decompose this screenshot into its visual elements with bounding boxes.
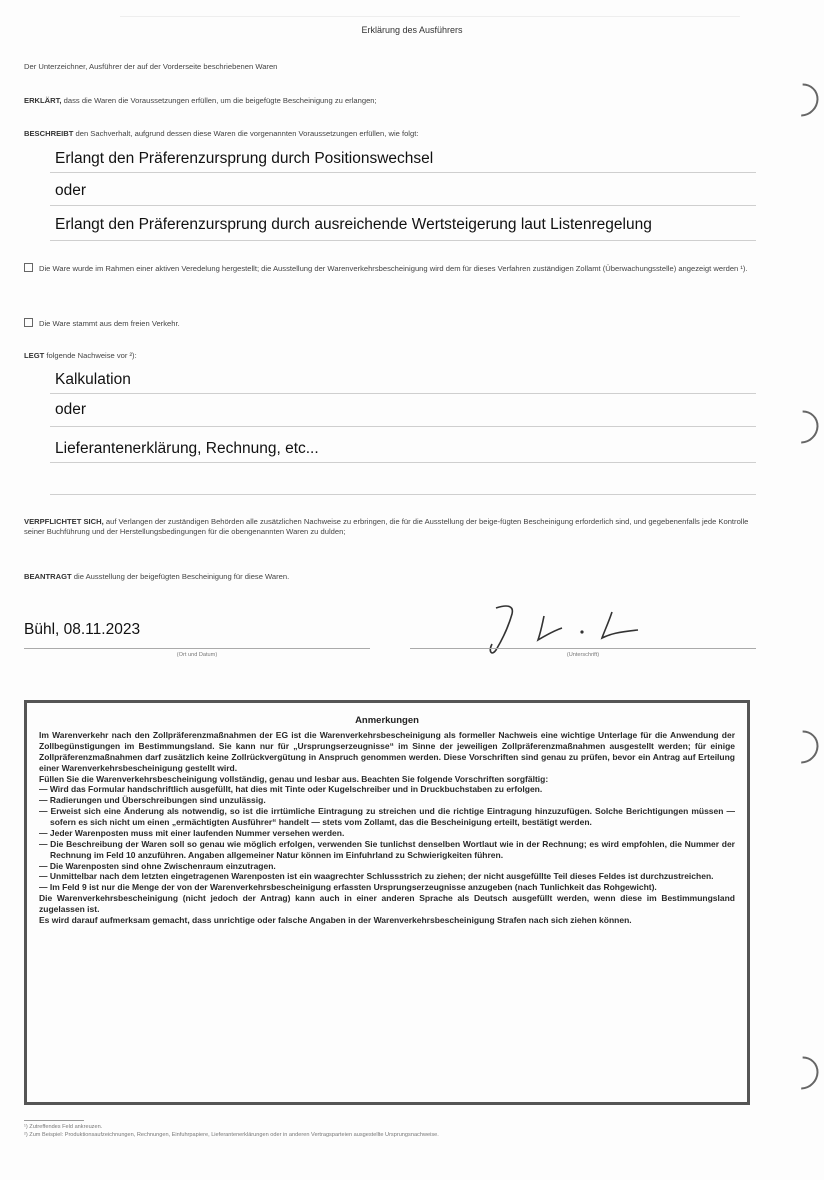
checkbox-box[interactable] bbox=[24, 263, 33, 272]
anmerkungen-paragraph-2: Füllen Sie die Warenverkehrsbescheinigung vollständig, genau und lesbar aus. Beachten Sie folgende Vorschriften sorgfältig: bbox=[39, 773, 549, 784]
beantragt-statement bbox=[24, 572, 289, 582]
unterschrift-line bbox=[410, 648, 756, 649]
binder-hole-mark bbox=[779, 724, 824, 771]
list-item: — Jeder Warenposten muss mit einer laufenden Nummer versehen werden. bbox=[39, 827, 345, 838]
legt-text: folgende Nachweise vor ²): bbox=[46, 351, 137, 360]
ort-datum-line bbox=[24, 648, 370, 649]
ort-datum-value: Bühl, 08.11.2023 bbox=[24, 621, 141, 638]
anmerkungen-list bbox=[39, 784, 735, 893]
legt-label: LEGT bbox=[24, 351, 45, 360]
list-item: — Wird das Formular handschriftlich ausgefüllt, hat dies mit Tinte oder Kugelschreiber und in Druckbuchstaben zu erfolgen. bbox=[39, 784, 543, 795]
list-item: — Radierungen und Überschreibungen sind unzulässig. bbox=[39, 795, 266, 806]
nachweis-line-2: oder bbox=[55, 401, 87, 418]
anmerkungen-paragraph-4: Es wird darauf aufmerksam gemacht, dass unrichtige oder falsche Angaben in der Warenverkehrsbescheinigung Strafen nach sich ziehen können. bbox=[39, 914, 632, 925]
anmerkungen-title: Anmerkungen bbox=[355, 715, 419, 726]
form-line bbox=[50, 426, 756, 427]
page-title: Erklärung des Ausführers bbox=[361, 25, 463, 35]
verpflichtet-statement bbox=[24, 517, 764, 537]
anmerkungen-paragraph-3: Die Warenverkehrsbescheinigung (nicht jedoch der Antrag) kann auch in einer anderen Sprache als Deutsch ausgefüllt werden, wenn diese im Bestimmungsland zugelassen ist. bbox=[39, 893, 735, 914]
checkbox-aktive-veredelung[interactable] bbox=[24, 263, 764, 274]
list-item: — Unmittelbar nach dem letzten eingetragenen Warenposten ist ein waagrechter Schlussstrich zu ziehen; der nicht ausgefüllte Teil dieses Feldes ist durchzustreichen. bbox=[39, 871, 714, 882]
sachverhalt-line-3: Erlangt den Präferenzursprung durch ausreichende Wertsteigerung laut Listenregelung bbox=[55, 216, 652, 233]
anmerkungen-paragraph-1: Im Warenverkehr nach den Zollpräferenzmaßnahmen der EG ist die Warenverkehrsbescheinigung als formeller Nachweis eine wichtige Unterlage für die Anwendung der Zollbegünstigungen im Bestimmungsland. Sie kann nur für „Ursprungserzeugnisse“ im Sinne der jeweiligen Zollpräferenzmaßnahmen ausgestellt werden; für einige Zollpräferenzmaßnahmen darf zusätzlich keine Zollrückvergütung in Anspruch genommen werden. Diese Vorschriften sind genau zu prüfen, bevor ein Antrag auf Erteilung einer Warenverkehrsbescheinigung gestellt wird. bbox=[39, 730, 735, 773]
checkbox-box[interactable] bbox=[24, 318, 33, 327]
erklaert-label: ERKLÄRT, bbox=[24, 96, 62, 105]
form-line bbox=[50, 393, 756, 394]
beschreibt-label: BESCHREIBT bbox=[24, 129, 74, 138]
footnote-2: ²) Zum Beispiel: Produktionsaufzeichnungen, Rechnungen, Einfuhrpapiere, Lieferantenerklärungen oder in anderen Vertragsparteien ausgestellte Ursprungsnachweise. bbox=[24, 1132, 439, 1138]
verpflichtet-label: VERPFLICHTET SICH, bbox=[24, 517, 104, 526]
checkbox-1-label: Die Ware wurde im Rahmen einer aktiven Veredelung hergestellt; die Ausstellung der Warenverkehrsbescheinigung wird dem für dieses Verfahren zuständigen Zollamt (Überwachungsstelle) angezeigt werden ¹). bbox=[39, 264, 748, 273]
footnote-divider bbox=[24, 1120, 84, 1121]
nachweis-line-1: Kalkulation bbox=[55, 371, 131, 388]
list-item: — Die Warenposten sind ohne Zwischenraum einzutragen. bbox=[39, 860, 276, 871]
intro-text: Der Unterzeichner, Ausführer der auf der Vorderseite beschriebenen Waren bbox=[24, 62, 278, 71]
form-line bbox=[50, 494, 756, 495]
binder-hole-mark bbox=[779, 1050, 824, 1097]
erklaert-statement bbox=[24, 96, 764, 106]
list-item: — Im Feld 9 ist nur die Menge der von der Warenverkehrsbescheinigung erfassten Ursprungserzeugnisse anzugeben (nach Tunlichkeit das Rohgewicht). bbox=[39, 882, 657, 893]
form-line bbox=[50, 240, 756, 241]
top-scan-edge bbox=[120, 0, 740, 17]
anmerkungen-box bbox=[24, 700, 750, 1105]
nachweis-line-3: Lieferantenerklärung, Rechnung, etc... bbox=[55, 440, 319, 457]
form-line bbox=[50, 205, 756, 206]
erklaert-text: dass die Waren die Voraussetzungen erfüllen, um die beigefügte Bescheinigung zu erlangen; bbox=[63, 96, 377, 105]
legt-statement bbox=[24, 351, 137, 361]
list-item: — Die Beschreibung der Waren soll so genau wie möglich erfolgen, verwenden Sie tunlichst denselben Wortlaut wie in der Rechnung; es wird empfohlen, die Nummer der Rechnung im Feld 10 anzuführen. Angaben allgemeiner Natur können im Einfuhrland zu Schwierigkeiten führen. bbox=[39, 838, 735, 860]
checkbox-2-label: Die Ware stammt aus dem freien Verkehr. bbox=[39, 319, 180, 328]
list-item: — Erweist sich eine Änderung als notwendig, so ist die irrtümliche Eintragung zu streichen und die richtige Eintragung hinzuzufügen. Solche Berichtigungen müssen — sofern es sich nicht um einen „ermächtigten Ausführer“ handelt — stets vom Zollamt, das die Bescheinigung erteilt, bestätigt werden. bbox=[39, 806, 735, 827]
footnote-1: ¹) Zutreffendes Feld ankreuzen. bbox=[24, 1124, 103, 1130]
sachverhalt-line-1: Erlangt den Präferenzursprung durch Positionswechsel bbox=[55, 150, 434, 167]
unterschrift-caption: (Unterschrift) bbox=[566, 652, 600, 658]
beschreibt-text: den Sachverhalt, aufgrund dessen diese Waren die vorgenannten Voraussetzungen erfüllen, wie folgt: bbox=[75, 129, 419, 138]
beantragt-text: die Ausstellung der beigefügten Bescheinigung für diese Waren. bbox=[73, 572, 290, 581]
binder-hole-mark bbox=[779, 404, 824, 451]
form-line bbox=[50, 172, 756, 173]
verpflichtet-text: auf Verlangen der zuständigen Behörden alle zusätzlichen Nachweise zu erbringen, die für die Ausstellung der beige-fügten Bescheinigung erforderlich sind, und gegebenenfalls jede Kontrolle seiner Buchführung und der Herstellungsbedingungen für die obengenannten Waren zu dulden; bbox=[24, 517, 749, 536]
beantragt-label: BEANTRAGT bbox=[24, 572, 72, 581]
binder-hole-mark bbox=[779, 77, 824, 124]
form-line bbox=[50, 462, 756, 463]
beschreibt-statement bbox=[24, 129, 764, 139]
checkbox-freier-verkehr[interactable] bbox=[24, 318, 180, 329]
ort-datum-caption: (Ort und Datum) bbox=[176, 652, 218, 658]
sachverhalt-line-2: oder bbox=[55, 182, 87, 199]
